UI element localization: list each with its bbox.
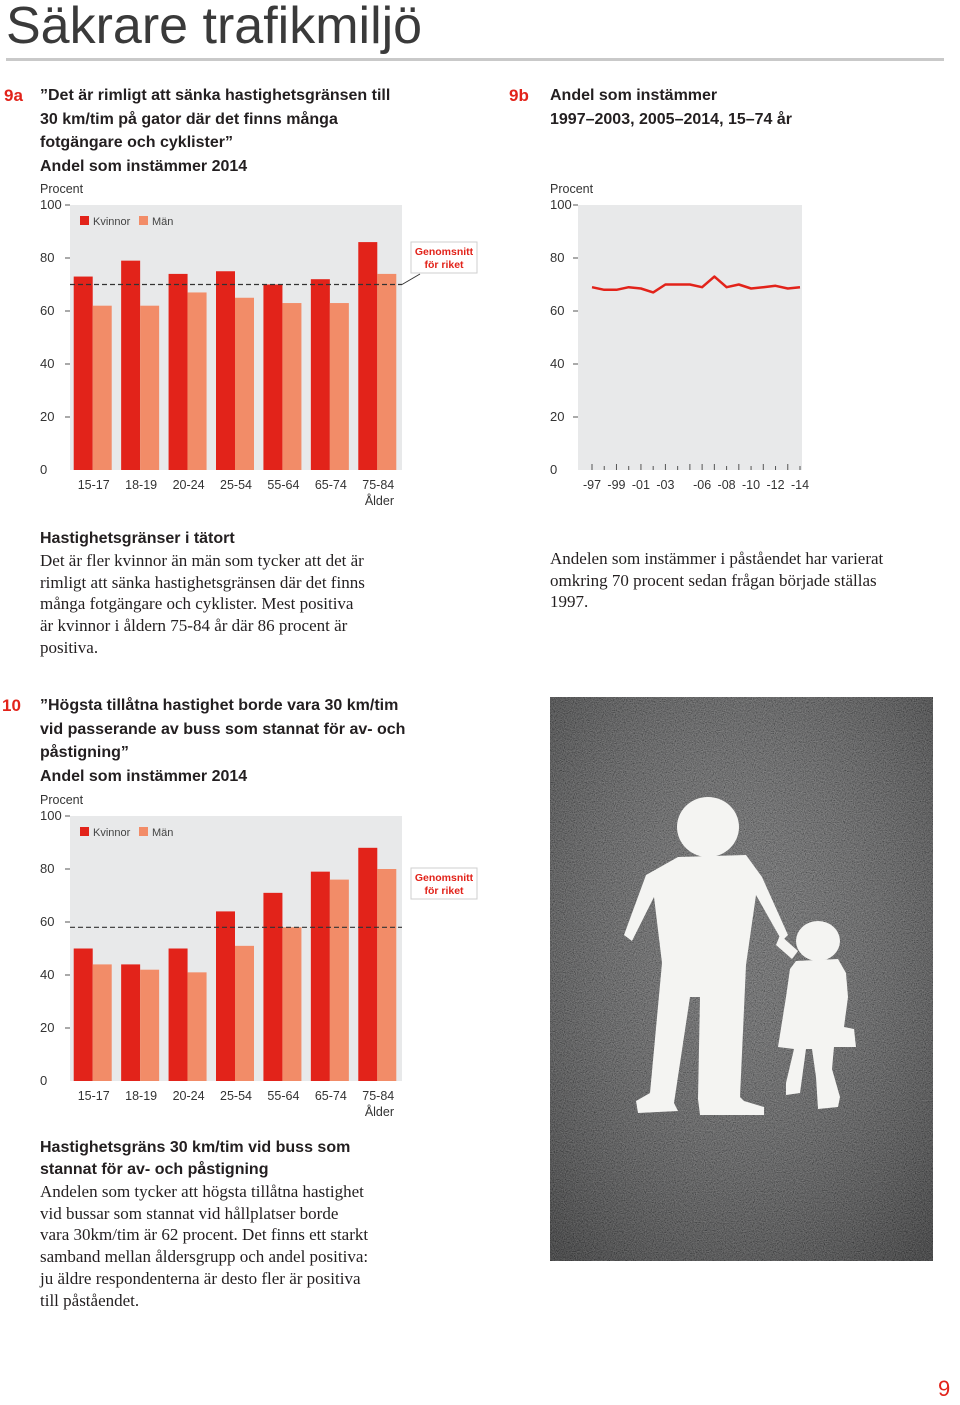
bar-man	[140, 306, 159, 470]
title-divider	[6, 58, 944, 61]
text-line: positiva.	[40, 637, 99, 657]
y-tick-label: 0	[40, 462, 48, 477]
x-tick-label: -97	[582, 478, 602, 492]
x-tick-label: 15-17	[77, 478, 110, 492]
y-tick-label: 40	[40, 356, 55, 371]
bar-kvinnor	[121, 964, 140, 1081]
legend-label-kvinnor: Kvinnor	[93, 216, 131, 228]
bar-kvinnor	[263, 893, 282, 1081]
y-tick-label: 80	[40, 861, 55, 876]
x-axis-unit: Ålder	[364, 1105, 394, 1119]
figure-title-line: ”Det är rimligt att sänka hastighetsgränsen till	[40, 87, 391, 104]
legend-swatch-man	[139, 827, 148, 836]
bar-kvinnor	[169, 949, 188, 1082]
bar-man	[377, 274, 396, 470]
bar-kvinnor	[74, 277, 93, 470]
bar-man	[282, 927, 301, 1081]
x-tick-label: 20-24	[172, 1089, 205, 1103]
heading-line: stannat för av- och påstigning	[40, 1161, 269, 1178]
bar-man	[235, 946, 254, 1081]
legend-swatch-kvinnor	[80, 827, 89, 836]
figure-title-line: Andel som instämmer	[550, 87, 718, 104]
x-tick-label: 18-19	[125, 1089, 158, 1103]
bar-kvinnor	[358, 848, 377, 1081]
text-line: rimligt att sänka hastighetsgränsen där det finns	[40, 572, 365, 592]
y-tick-label: 60	[40, 914, 55, 929]
figure-title-line: Andel som instämmer 2014	[40, 767, 248, 785]
bar-man	[93, 964, 112, 1081]
x-axis-unit: Ålder	[364, 494, 394, 508]
legend-swatch-kvinnor	[80, 216, 89, 225]
badge-text: för riket	[424, 259, 464, 271]
text-line: vara 30km/tim är 62 procent. Det finns ett starkt	[40, 1225, 369, 1245]
x-tick-label: 25-54	[220, 478, 252, 492]
text-line: samband mellan åldersgrupp och andel positiva:	[40, 1247, 369, 1267]
bar-chart-10	[0, 806, 480, 1126]
text-line: Andelen som tycker att högsta tillåtna hastighet	[40, 1182, 364, 1201]
bar-kvinnor	[311, 279, 330, 470]
x-tick-label: -01	[631, 478, 650, 492]
y-tick-label: 100	[550, 197, 572, 212]
bar-man	[330, 880, 349, 1081]
x-tick-label: -12	[766, 478, 785, 492]
y-tick-label: 60	[40, 303, 55, 318]
figure-title-line: 1997–2003, 2005–2014, 15–74 år	[550, 110, 793, 128]
y-tick-label: 40	[40, 967, 55, 982]
y-tick-label: 40	[550, 356, 565, 371]
bar-chart-9a	[0, 195, 480, 515]
x-tick-label: 25-54	[220, 1089, 252, 1103]
x-tick-label: 20-24	[172, 478, 205, 492]
section-heading-9a: Hastighetsgränser i tätort	[40, 530, 235, 547]
x-tick-label: 65-74	[314, 478, 347, 492]
badge-text: Genomsnitt	[414, 872, 474, 884]
figure-number-10: 10	[2, 696, 21, 715]
bar-kvinnor	[216, 271, 235, 470]
text-line: till påståendet.	[40, 1290, 140, 1310]
x-tick-label: 15-17	[77, 1089, 110, 1103]
text-line: är kvinnor i åldern 75-84 år där 86 procent är	[40, 616, 348, 636]
bar-kvinnor	[169, 274, 188, 470]
legend-label-kvinnor: Kvinnor	[93, 827, 131, 839]
figure-title-9a	[40, 84, 420, 178]
x-tick-label: -03	[656, 478, 675, 492]
x-tick-label: -14	[790, 478, 810, 492]
text-line: Det är fler kvinnor än män som tycker att det är	[40, 551, 364, 570]
plot-area	[578, 205, 802, 470]
figure-title-line: vid passerande av buss som stannat för av- och	[40, 720, 406, 738]
y-axis-label-9a: Procent	[40, 182, 84, 196]
x-tick-label: -10	[742, 478, 761, 492]
bar-man	[330, 303, 349, 470]
legend-label-man: Män	[152, 216, 174, 228]
y-tick-label: 20	[40, 1020, 55, 1035]
bar-kvinnor	[358, 242, 377, 470]
x-tick-label: 75-84	[362, 1089, 395, 1103]
figure-title-line: påstigning”	[40, 744, 129, 761]
bar-man	[93, 306, 112, 470]
badge-leader	[402, 274, 420, 285]
figure-title-line: fotgängare och cyklister”	[40, 134, 233, 151]
bar-kvinnor	[216, 911, 235, 1081]
text-line: vid bussar som stannat vid hållplatser borde	[40, 1203, 339, 1223]
figure-number-9a: 9a	[4, 86, 23, 105]
x-tick-label: -99	[607, 478, 626, 492]
legend-swatch-man	[139, 216, 148, 225]
bar-man	[377, 869, 396, 1081]
x-tick-label: 65-74	[314, 1089, 347, 1103]
figure-title-10	[40, 694, 420, 788]
text-line: många fotgängare och cyklister. Mest positiva	[40, 594, 354, 614]
bar-man	[282, 303, 301, 470]
bar-man	[140, 970, 159, 1081]
pedestrian-marking-photo	[550, 697, 933, 1261]
x-tick-label: 75-84	[362, 478, 395, 492]
y-tick-label: 0	[40, 1073, 48, 1088]
y-axis-label-9b: Procent	[550, 182, 594, 196]
bar-kvinnor	[311, 872, 330, 1081]
y-tick-label: 80	[40, 250, 55, 265]
y-tick-label: 100	[40, 197, 62, 212]
text-line: 1997.	[550, 592, 589, 612]
text-line: omkring 70 procent sedan frågan började ställas	[550, 570, 877, 590]
x-tick-label: 55-64	[267, 478, 300, 492]
y-axis-label-10: Procent	[40, 793, 84, 807]
legend-label-man: Män	[152, 827, 174, 839]
line-chart-9b	[510, 195, 950, 505]
y-tick-label: 60	[550, 303, 565, 318]
page-number: 9	[938, 1376, 951, 1401]
bar-kvinnor	[74, 949, 93, 1082]
y-tick-label: 20	[40, 409, 55, 424]
figure-title-line: ”Högsta tillåtna hastighet borde vara 30 km/tim	[40, 697, 399, 714]
bar-kvinnor	[121, 261, 140, 470]
badge-text: Genomsnitt	[414, 246, 474, 258]
bar-kvinnor	[263, 285, 282, 471]
x-tick-label: 55-64	[267, 1089, 300, 1103]
y-tick-label: 80	[550, 250, 565, 265]
badge-text: för riket	[424, 885, 464, 897]
text-line: Andelen som instämmer i påståendet har varierat	[550, 549, 884, 568]
heading-line: Hastighetsgräns 30 km/tim vid buss som	[40, 1139, 351, 1156]
figure-number-9b: 9b	[509, 86, 529, 105]
body-text-9a	[40, 550, 365, 659]
page-title: Säkrare trafikmiljö	[6, 0, 423, 55]
figure-title-line: Andel som instämmer 2014	[40, 157, 248, 175]
body-text-10	[40, 1181, 368, 1311]
figure-title-line: 30 km/tim på gator där det finns många	[40, 110, 338, 128]
bar-man	[235, 298, 254, 470]
bar-man	[188, 972, 207, 1081]
bar-man	[188, 292, 207, 470]
text-line: ju äldre respondenterna är desto fler är positiva	[40, 1268, 361, 1288]
x-tick-label: -08	[717, 478, 736, 492]
x-tick-label: 18-19	[125, 478, 158, 492]
y-tick-label: 0	[550, 462, 558, 477]
body-text-9b	[550, 548, 883, 613]
section-heading-10	[40, 1137, 350, 1181]
figure-title-9b	[550, 84, 930, 131]
x-tick-label: -06	[693, 478, 712, 492]
y-tick-label: 20	[550, 409, 565, 424]
y-tick-label: 100	[40, 808, 62, 823]
